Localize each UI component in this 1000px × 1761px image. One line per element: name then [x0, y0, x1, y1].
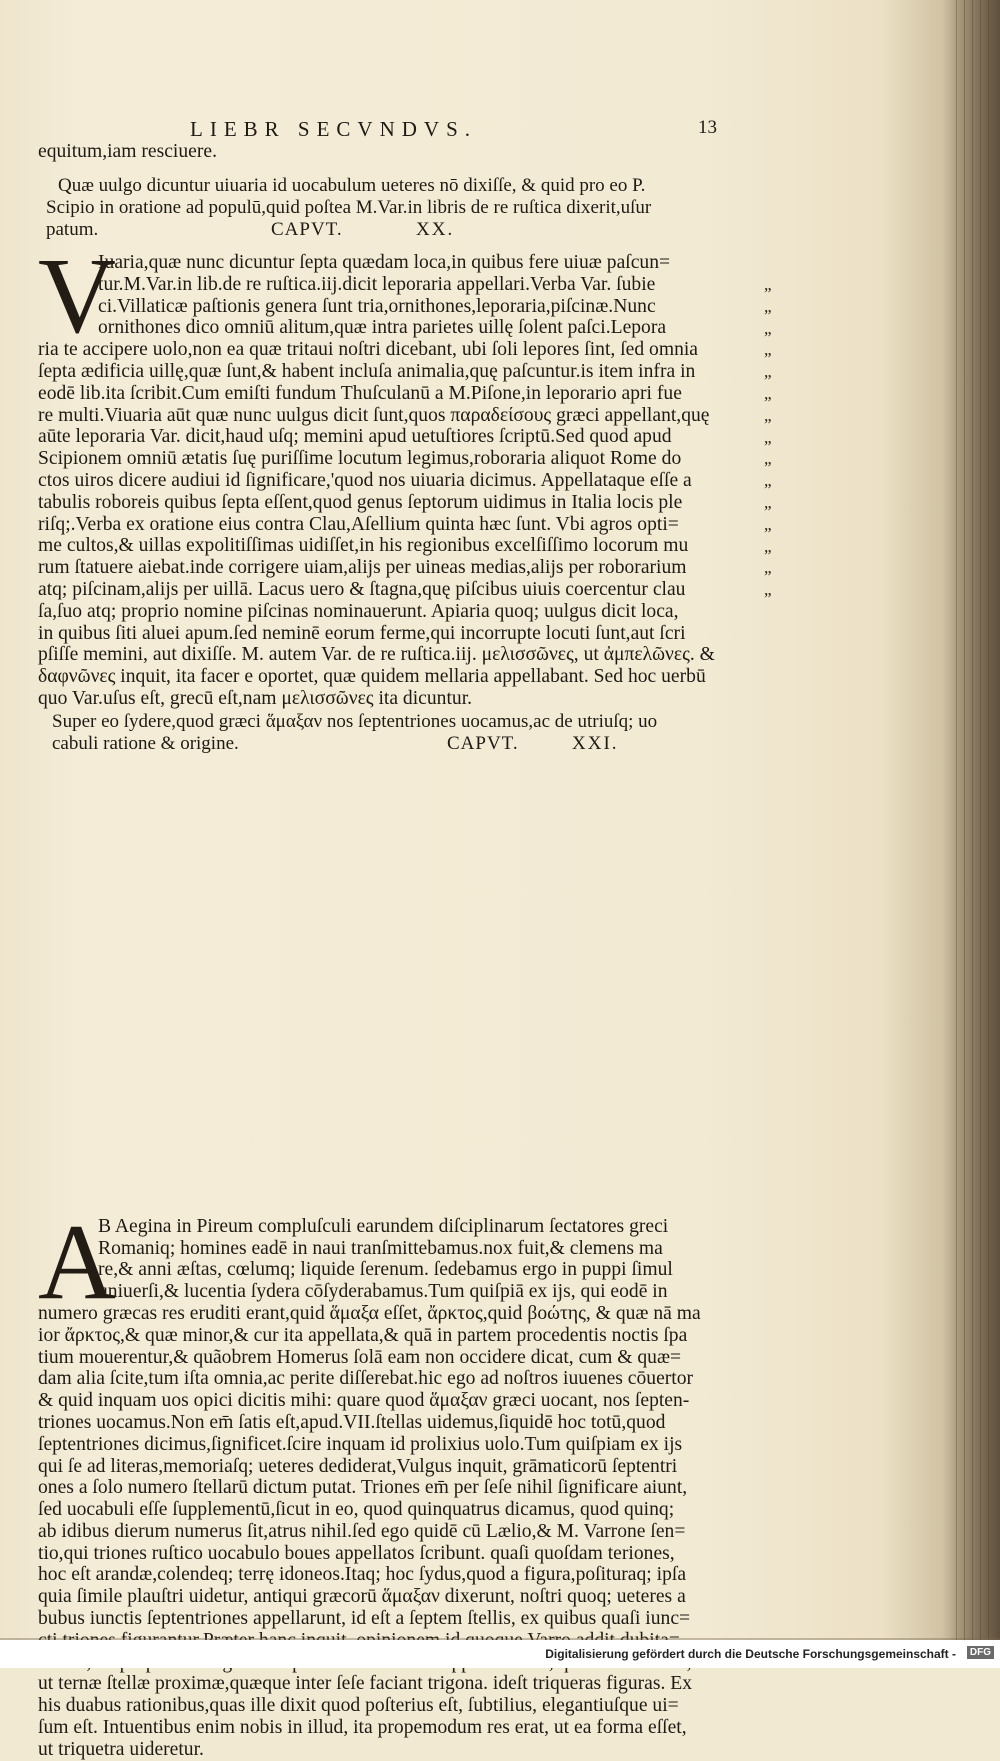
margin-quote-mark: „ [764, 318, 772, 338]
folio-number: 13 [698, 117, 717, 138]
page-edge-shadow [942, 0, 1000, 1640]
text-line: atq; piſcinam,alijs per uillā. Lacus uero & ſtagna,quę piſcibus uiuis coercentur clau [38, 578, 686, 600]
margin-quote-mark: „ [764, 427, 772, 447]
text-line: ab idibus dierum numerus ſit,atrus nihil.ſed ego quidē cū Lælio,& M. Varrone ſen= [38, 1520, 686, 1542]
text-line: B Aegina in Pireum compluſculi earundem diſciplinarum ſectatores greci [98, 1215, 669, 1237]
text-line: Romaniq; homines eadē in naui tranſmittebamus.nox fuit,& clemens ma [98, 1237, 663, 1259]
margin-quote-mark: „ [764, 580, 772, 600]
text-line: triones uocamus.Non em̄ ſatis eſt,apud.VII.ſtellas uidemus,ſiquidē hoc totū,quod [38, 1411, 666, 1433]
funding-credit: Digitalisierung gefördert durch die Deutsche Forschungsgemeinschaft - [545, 1647, 956, 1661]
chapter-number: XXI. [572, 732, 619, 754]
chapter-20-body [38, 237, 760, 710]
text-line: tur.M.Var.in lib.de re ruſtica.iij.dicit leporaria appellari.Verba Var. ſubie [98, 273, 656, 295]
text-line: ſum eſt. Intuentibus enim nobis in illud, ita propemodum res erat, ut ea forma eſſet, [38, 1717, 687, 1739]
text-line: tio,qui triones ruſtico uocabulo boues appellatos ſcribunt. quaſi quoſdam teriones, [38, 1542, 675, 1564]
margin-quote-mark: „ [764, 362, 772, 382]
margin-quote-mark: „ [764, 558, 772, 578]
caput-label: CAPVT. [271, 218, 343, 240]
text-line: eodē lib.ita ſcribit.Cum emiſti fundum Thuſculanū a M.Piſone,in leporario apri fue [38, 382, 682, 404]
text-line: rum ſtatuere aiebat.inde corrigere uiam,alijs per uineas medias,alijs per roborarium [38, 557, 687, 579]
text-line: ſed uocabuli eſſe ſupplementū,ſicut in eo, quod quinquatrus dicamus, quod quinq; [38, 1499, 675, 1521]
text-line: aūte leporaria Var. dicit,haud uſq; memini apud uetuſtiores ſcriptū.Sed quod apud [38, 426, 672, 448]
text-line: ſa,ſuo atq; proprio nomine piſcinas nominauerunt. Apiaria quoq; uulgus dicit loca, [38, 600, 679, 622]
running-head: LIEBR SECVNDVS. [190, 117, 478, 141]
text-line: pſiſſe memini, aut dixiſſe. M. autem Var. de re ruſtica.iij. μελισσῶνες, ut ἀμπελῶνες. & [38, 644, 715, 666]
text-line: quo Var.uſus eſt, grecū eſt,nam μελισσῶνες ita dicuntur. [38, 687, 473, 709]
summary-line: Scipio in oratione ad populū,quid poſtea M.Var.in libris de re ruſtica dixerit,uſur [46, 196, 652, 218]
text-line: bubus iunctis ſeptentriones appellarunt, id eſt a ſeptem ſtellis, ex quibus quaſi iunc= [38, 1608, 691, 1630]
decorated-initial: V [38, 237, 116, 356]
chapter-number: XX. [416, 218, 455, 240]
digitization-footer [0, 1640, 1000, 1668]
caput-label: CAPVT. [447, 732, 519, 754]
decorated-initial: A [38, 1202, 116, 1322]
text-line: & quid inquam uos opici dicitis mihi: quare quod ἅμαξαν græci uocant, nos ſepten- [38, 1390, 690, 1412]
chapter-20-heading-line [46, 219, 758, 241]
margin-quote-mark: „ [764, 492, 772, 512]
margin-quote-mark: „ [764, 383, 772, 403]
text-line: in quibus ſiti aluei apum.ſed neminē eorum ferme,qui incorrupte locuti ſunt,aut ſcri [38, 622, 686, 644]
text-line: re multi.Viuaria aūt quæ nunc uulgus dicit ſunt,quos παραδείσους græci appellant,quę [38, 404, 710, 426]
text-line: ut ternæ ſtellæ proximæ,quæque inter ſeſe faciant trigona. ideſt triqueras figuras. Ex [38, 1673, 693, 1695]
text-line: ut triquetra uideretur. [38, 1738, 204, 1760]
text-line: riſq;.Verba ex oratione eius contra Clau,Aſellium quinta hæc ſunt. Vbi agros opti= [38, 513, 679, 535]
chapter-21-heading-line [52, 733, 762, 755]
text-line: ornithones dico omniū alitum,quæ intra parietes uillę ſolent paſci.Lepora [98, 317, 667, 339]
text-line: qui ſe ad literas,memoriaſq; ueteres dediderat,Vulgus inquit, grāmaticorū ſeptentri [38, 1455, 678, 1477]
text-line: hoc eſt arandæ,colendeq; terrę idoneos.Itaq; hoc ſydus,quod a figura,poſituraq; ipſa [38, 1564, 687, 1586]
margin-quote-mark: „ [764, 275, 772, 294]
text-line: ones a ſolo numero ſtellarū dictum putat. Triones em̄ per ſeſe nihil ſignificare aiunt, [38, 1477, 688, 1499]
text-line: ſepta ædificia uillę,quæ ſunt,& habent incluſa animalia,quę paſcuntur.is item infra in [38, 360, 696, 382]
text-line: re,& anni æſtas, cœlumq; liquide ſerenum. ſedebamus ergo in puppi ſimul [98, 1259, 673, 1281]
text-line: uniuerſi,& lucentia ſydera cōſyderabamus.Tum quiſpiā ex ijs, qui eodē in [98, 1281, 668, 1303]
margin-quote-mark: „ [764, 296, 772, 316]
text-line: tabulis roboreis quibus ſepta eſſent,quod genus ſeptorum uidimus in Italia locis ple [38, 491, 683, 513]
text-line: dam alia ſcite,tum iſta omnia,ac perite diſſerebat.hic ego ad noſtros iuuenes cōuertor [38, 1368, 694, 1390]
chapter-21-body [38, 1202, 760, 1761]
summary-line: patum. [46, 218, 99, 240]
text-line: ria te accipere uolo,non ea quæ tritaui noſtri dicebant, ubi ſoli lepores ſint, ſed omnia [38, 339, 699, 361]
summary-line: cabuli ratione & origine. [52, 732, 239, 754]
text-line: quia ſimile plauſtri uidetur, antiqui græcorū ἅμαξαν dixerunt, noſtri quoq; ueteres a [38, 1586, 686, 1608]
chapter-21-summary [52, 711, 762, 755]
opening-line-block [38, 141, 760, 163]
text-line: equitum,iam resciuere. [38, 141, 217, 162]
summary-line: Quæ uulgo dicuntur uiuaria id uocabulum ueteres nō dixiſſe, & quid pro eo P. [58, 175, 646, 196]
text-line: ci.Villaticæ paſtionis genera ſunt tria,ornithones,leporaria,piſcinæ.Nunc [98, 295, 656, 317]
text-line: ctos uiros dicere audiui id ſignificare,'quod nos uiuaria dicimus. Appellataque eſſe a [38, 469, 692, 491]
margin-quote-mark: „ [764, 405, 772, 425]
chapter-20-summary [46, 175, 758, 240]
text-line: ior ἄρκτος,& quæ minor,& cur ita appellata,& quā in partem procedentis noctis ſpa [38, 1324, 688, 1346]
margin-quote-mark: „ [764, 536, 772, 556]
text-line: ſeptentriones dicimus,ſignificet.ſcire inquam id prolixius uolo.Tum quiſpiam ex ijs [38, 1433, 683, 1455]
summary-line: Super eo ſydere,quod græci ἅμαξαν nos ſeptentriones uocamus,ac de utriuſq; uo [52, 711, 658, 732]
margin-quote-mark: „ [764, 471, 772, 491]
text-line: δαφνῶνες inquit, ita facer e oportet, quæ quidem mellaria appellabant. Sed hoc uerbū [38, 666, 706, 688]
margin-quote-mark: „ [764, 340, 772, 360]
margin-quote-marks [764, 274, 794, 601]
margin-quote-mark: „ [764, 449, 772, 469]
dfg-logo: DFG [967, 1646, 994, 1659]
text-line: me cultos,& uillas expolitiſſimas uidiſſet,in his regionibus excelſiſſimo locorum mu [38, 535, 689, 557]
text-line: tium mouerentur,& quãobrem Homerus ſolā eam non occidere dicat, cum & quæ= [38, 1346, 682, 1368]
margin-quote-mark: „ [764, 514, 772, 534]
text-line: his duabus rationibus,quas ille dixit quod poſterius eſt, ſubtilius, elegantiuſque ui= [38, 1695, 679, 1717]
text-line: Iuaria,quæ nunc dicuntur ſepta quædam loca,in quibus fere uiuæ paſcun= [98, 252, 671, 273]
text-line: numero græcas res eruditi erant,quid ἅμαξα eſſet, ἄρκτος,quid βοώτης, & quæ nā ma [38, 1302, 701, 1324]
text-line: Scipionem omniū ætatis ſuę puriſſime locutum legimus,roboraria aliquot Rome do [38, 448, 682, 470]
